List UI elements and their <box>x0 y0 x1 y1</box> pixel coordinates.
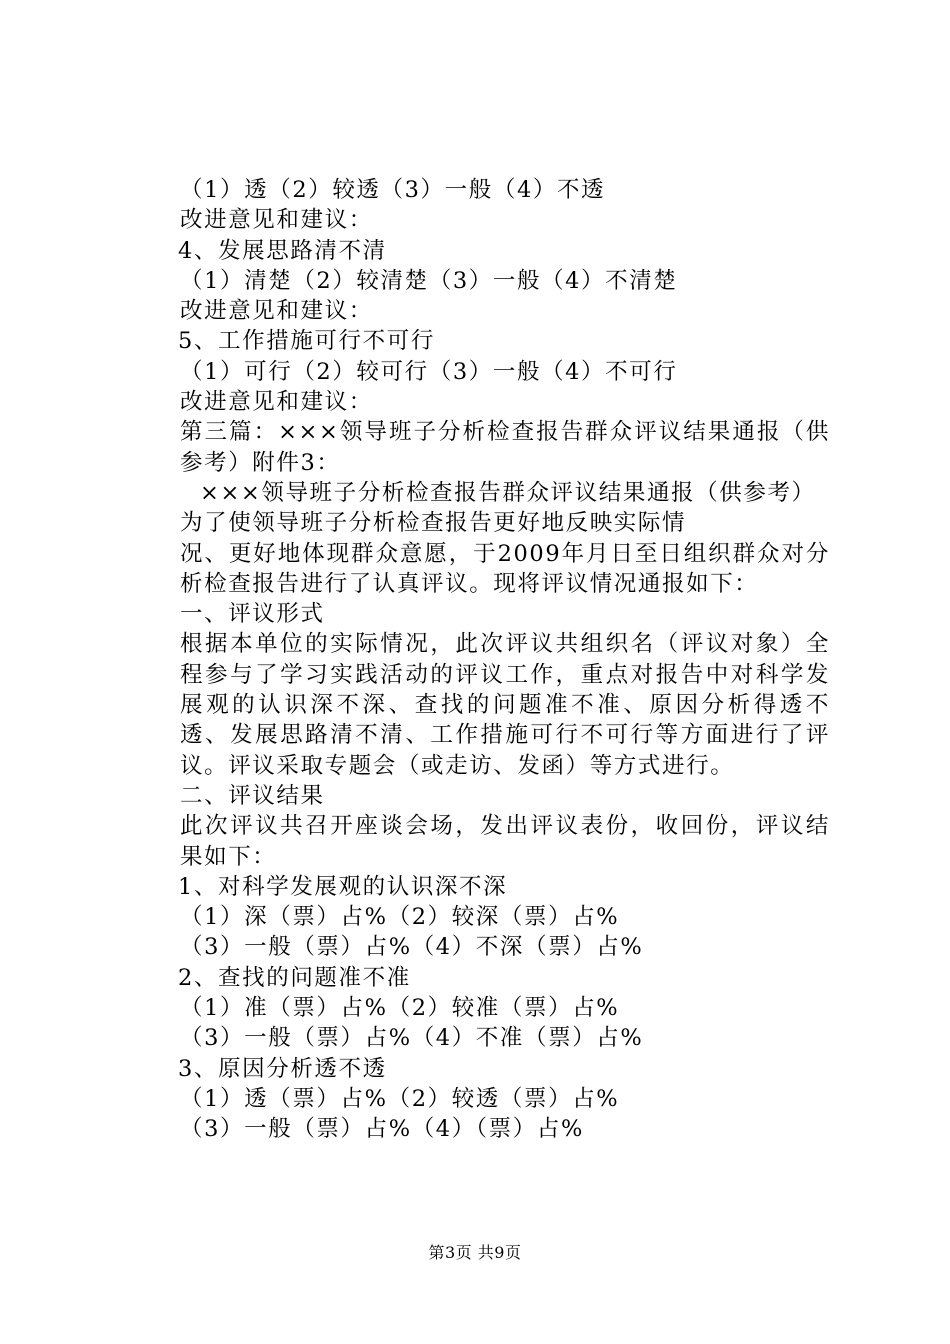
intro-paragraph-start: 为了使领导班子分析检查报告更好地反映实际情 <box>180 510 687 537</box>
result-line: （3）一般（票）占%（4）不深（票）占% <box>180 934 644 961</box>
section-heading: 一、评议形式 <box>180 601 325 628</box>
item-heading: 5、工作措施可行不可行 <box>178 328 435 355</box>
result-line: （3）一般（票）占%（4）不准（票）占% <box>180 1025 644 1052</box>
section-paragraph: 此次评议共召开座谈会场，发出评议表份，收回份，评议结果如下： <box>180 813 830 870</box>
result-line: （1）深（票）占%（2）较深（票）占% <box>180 904 620 931</box>
option-line: （1）清楚（2）较清楚（3）一般（4）不清楚 <box>180 267 678 294</box>
suggestion-label: 改进意见和建议： <box>180 298 373 325</box>
intro-paragraph-cont: 况、更好地体现群众意愿，于2009年月日至日组织群众对分析检查报告进行了认真评议。现将评议情况通报如下： <box>180 540 830 597</box>
chapter-heading: 第三篇：×××领导班子分析检查报告群众评议结果通报（供参考）附件3： <box>180 419 830 476</box>
result-line: （1）透（票）占%（2）较透（票）占% <box>180 1085 620 1112</box>
option-line: （1）透（2）较透（3）一般（4）不透 <box>180 177 606 203</box>
document-body <box>130 175 830 1145</box>
section-heading: 二、评议结果 <box>180 782 325 809</box>
page-number: 第3页 共9页 <box>428 1243 522 1262</box>
result-line: （3）一般（票）占%（4）（票）占% <box>180 1116 584 1143</box>
section-paragraph: 根据本单位的实际情况，此次评议共组织名（评议对象）全程参与了学习实践活动的评议工作，重点对报告中对科学发展观的认识深不深、查找的问题准不准、原因分析得透不透、发展思路清不清、工作措施可行不可行等方面进行了评议。评议采取专题会（或走访、发函）等方式进行。 <box>180 631 830 779</box>
suggestion-label: 改进意见和建议： <box>180 207 373 234</box>
option-line: （1）可行（2）较可行（3）一般（4）不可行 <box>180 358 678 385</box>
item-heading: 4、发展思路清不清 <box>178 237 387 264</box>
suggestion-label: 改进意见和建议： <box>180 389 373 416</box>
result-heading: 1、对科学发展观的认识深不深 <box>178 873 508 900</box>
document-title: ×××领导班子分析检查报告群众评议结果通报（供参考） <box>200 479 816 506</box>
result-heading: 2、查找的问题准不准 <box>178 964 411 991</box>
result-heading: 3、原因分析透不透 <box>178 1055 387 1082</box>
result-line: （1）准（票）占%（2）较准（票）占% <box>180 995 620 1022</box>
